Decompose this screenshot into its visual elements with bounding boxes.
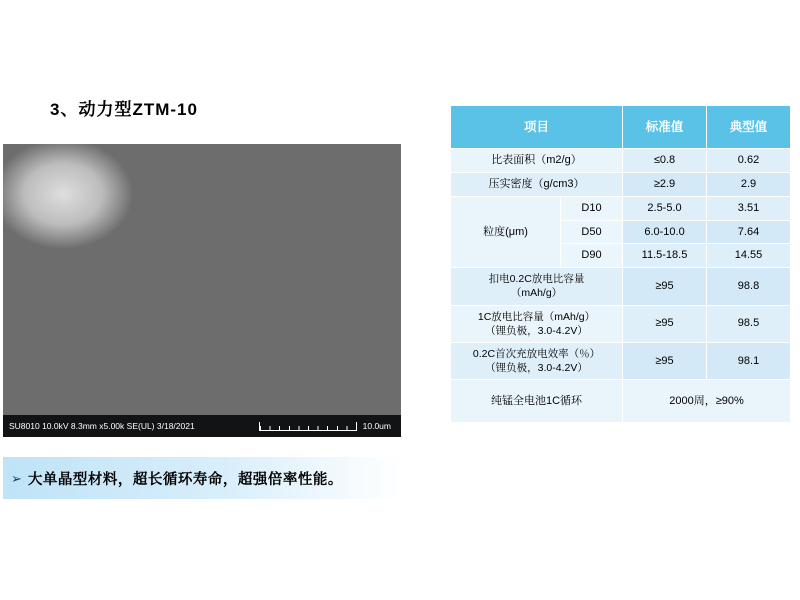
footer-value: 2000周，≥90%: [623, 380, 791, 423]
specification-table: [450, 105, 791, 423]
row-label: 压实密度（g/cm3）: [451, 172, 623, 196]
table-row: [451, 305, 791, 342]
row-label: [451, 268, 623, 305]
row-label-line1: 扣电0.2C放电比容量: [488, 273, 585, 286]
row-label-line1: 1C放电比容量（mAh/g）: [477, 310, 596, 323]
table-row: [451, 196, 791, 220]
row-standard: ≥95: [623, 268, 707, 305]
row-typical: 3.51: [707, 196, 791, 220]
row-standard: ≤0.8: [623, 149, 707, 173]
row-standard: ≥2.9: [623, 172, 707, 196]
table-header: [451, 106, 791, 149]
row-label-line2: （锂负极，3.0-4.2V）: [485, 324, 588, 337]
row-typical: 0.62: [707, 149, 791, 173]
row-label-line1: 0.2C首次充放电效率（％）: [472, 347, 601, 360]
particle-size-group-label: 粒度(μm): [451, 196, 561, 268]
row-standard: 6.0-10.0: [623, 220, 707, 244]
row-label: [451, 305, 623, 342]
row-typical: 98.5: [707, 305, 791, 342]
sem-micrograph-image: [3, 144, 401, 437]
row-standard: 11.5-18.5: [623, 244, 707, 268]
table-row: [451, 149, 791, 173]
scale-bar: [259, 421, 391, 431]
caption-banner: [3, 457, 401, 499]
scale-bar-label: 10.0um: [362, 421, 391, 431]
row-typical: 14.55: [707, 244, 791, 268]
row-typical: 98.8: [707, 268, 791, 305]
row-standard: 2.5-5.0: [623, 196, 707, 220]
table-row: [451, 380, 791, 423]
row-typical: 2.9: [707, 172, 791, 196]
row-label: 比表面积（m2/g）: [451, 149, 623, 173]
header-item: 项目: [451, 106, 623, 149]
row-typical: 7.64: [707, 220, 791, 244]
table-body: [451, 149, 791, 423]
row-sublabel: D50: [561, 220, 623, 244]
row-typical: 98.1: [707, 342, 791, 379]
table-row: [451, 172, 791, 196]
table-row: [451, 268, 791, 305]
row-standard: ≥95: [623, 305, 707, 342]
header-typical: 典型值: [707, 106, 791, 149]
row-sublabel: D10: [561, 196, 623, 220]
row-label: [451, 342, 623, 379]
sem-info-bar: [3, 415, 401, 437]
page-title: 3、动力型ZTM-10: [50, 100, 198, 119]
caption-text: 大单晶型材料，超长循环寿命，超强倍率性能。: [27, 471, 343, 488]
row-label-line2: （锂负极，3.0-4.2V）: [485, 362, 588, 375]
arrow-bullet-icon: ➢: [11, 470, 22, 486]
scale-bar-ticks: [259, 422, 357, 431]
table-header-row: [451, 106, 791, 149]
row-sublabel: D90: [561, 244, 623, 268]
row-label-line2: （mAh/g）: [510, 287, 563, 300]
row-standard: ≥95: [623, 342, 707, 379]
sem-info-text: SU8010 10.0kV 8.3mm x5.00k SE(UL) 3/18/2021: [9, 421, 195, 431]
footer-label: 纯锰全电池1C循环: [451, 380, 623, 423]
header-standard: 标准值: [623, 106, 707, 149]
table-row: [451, 342, 791, 379]
